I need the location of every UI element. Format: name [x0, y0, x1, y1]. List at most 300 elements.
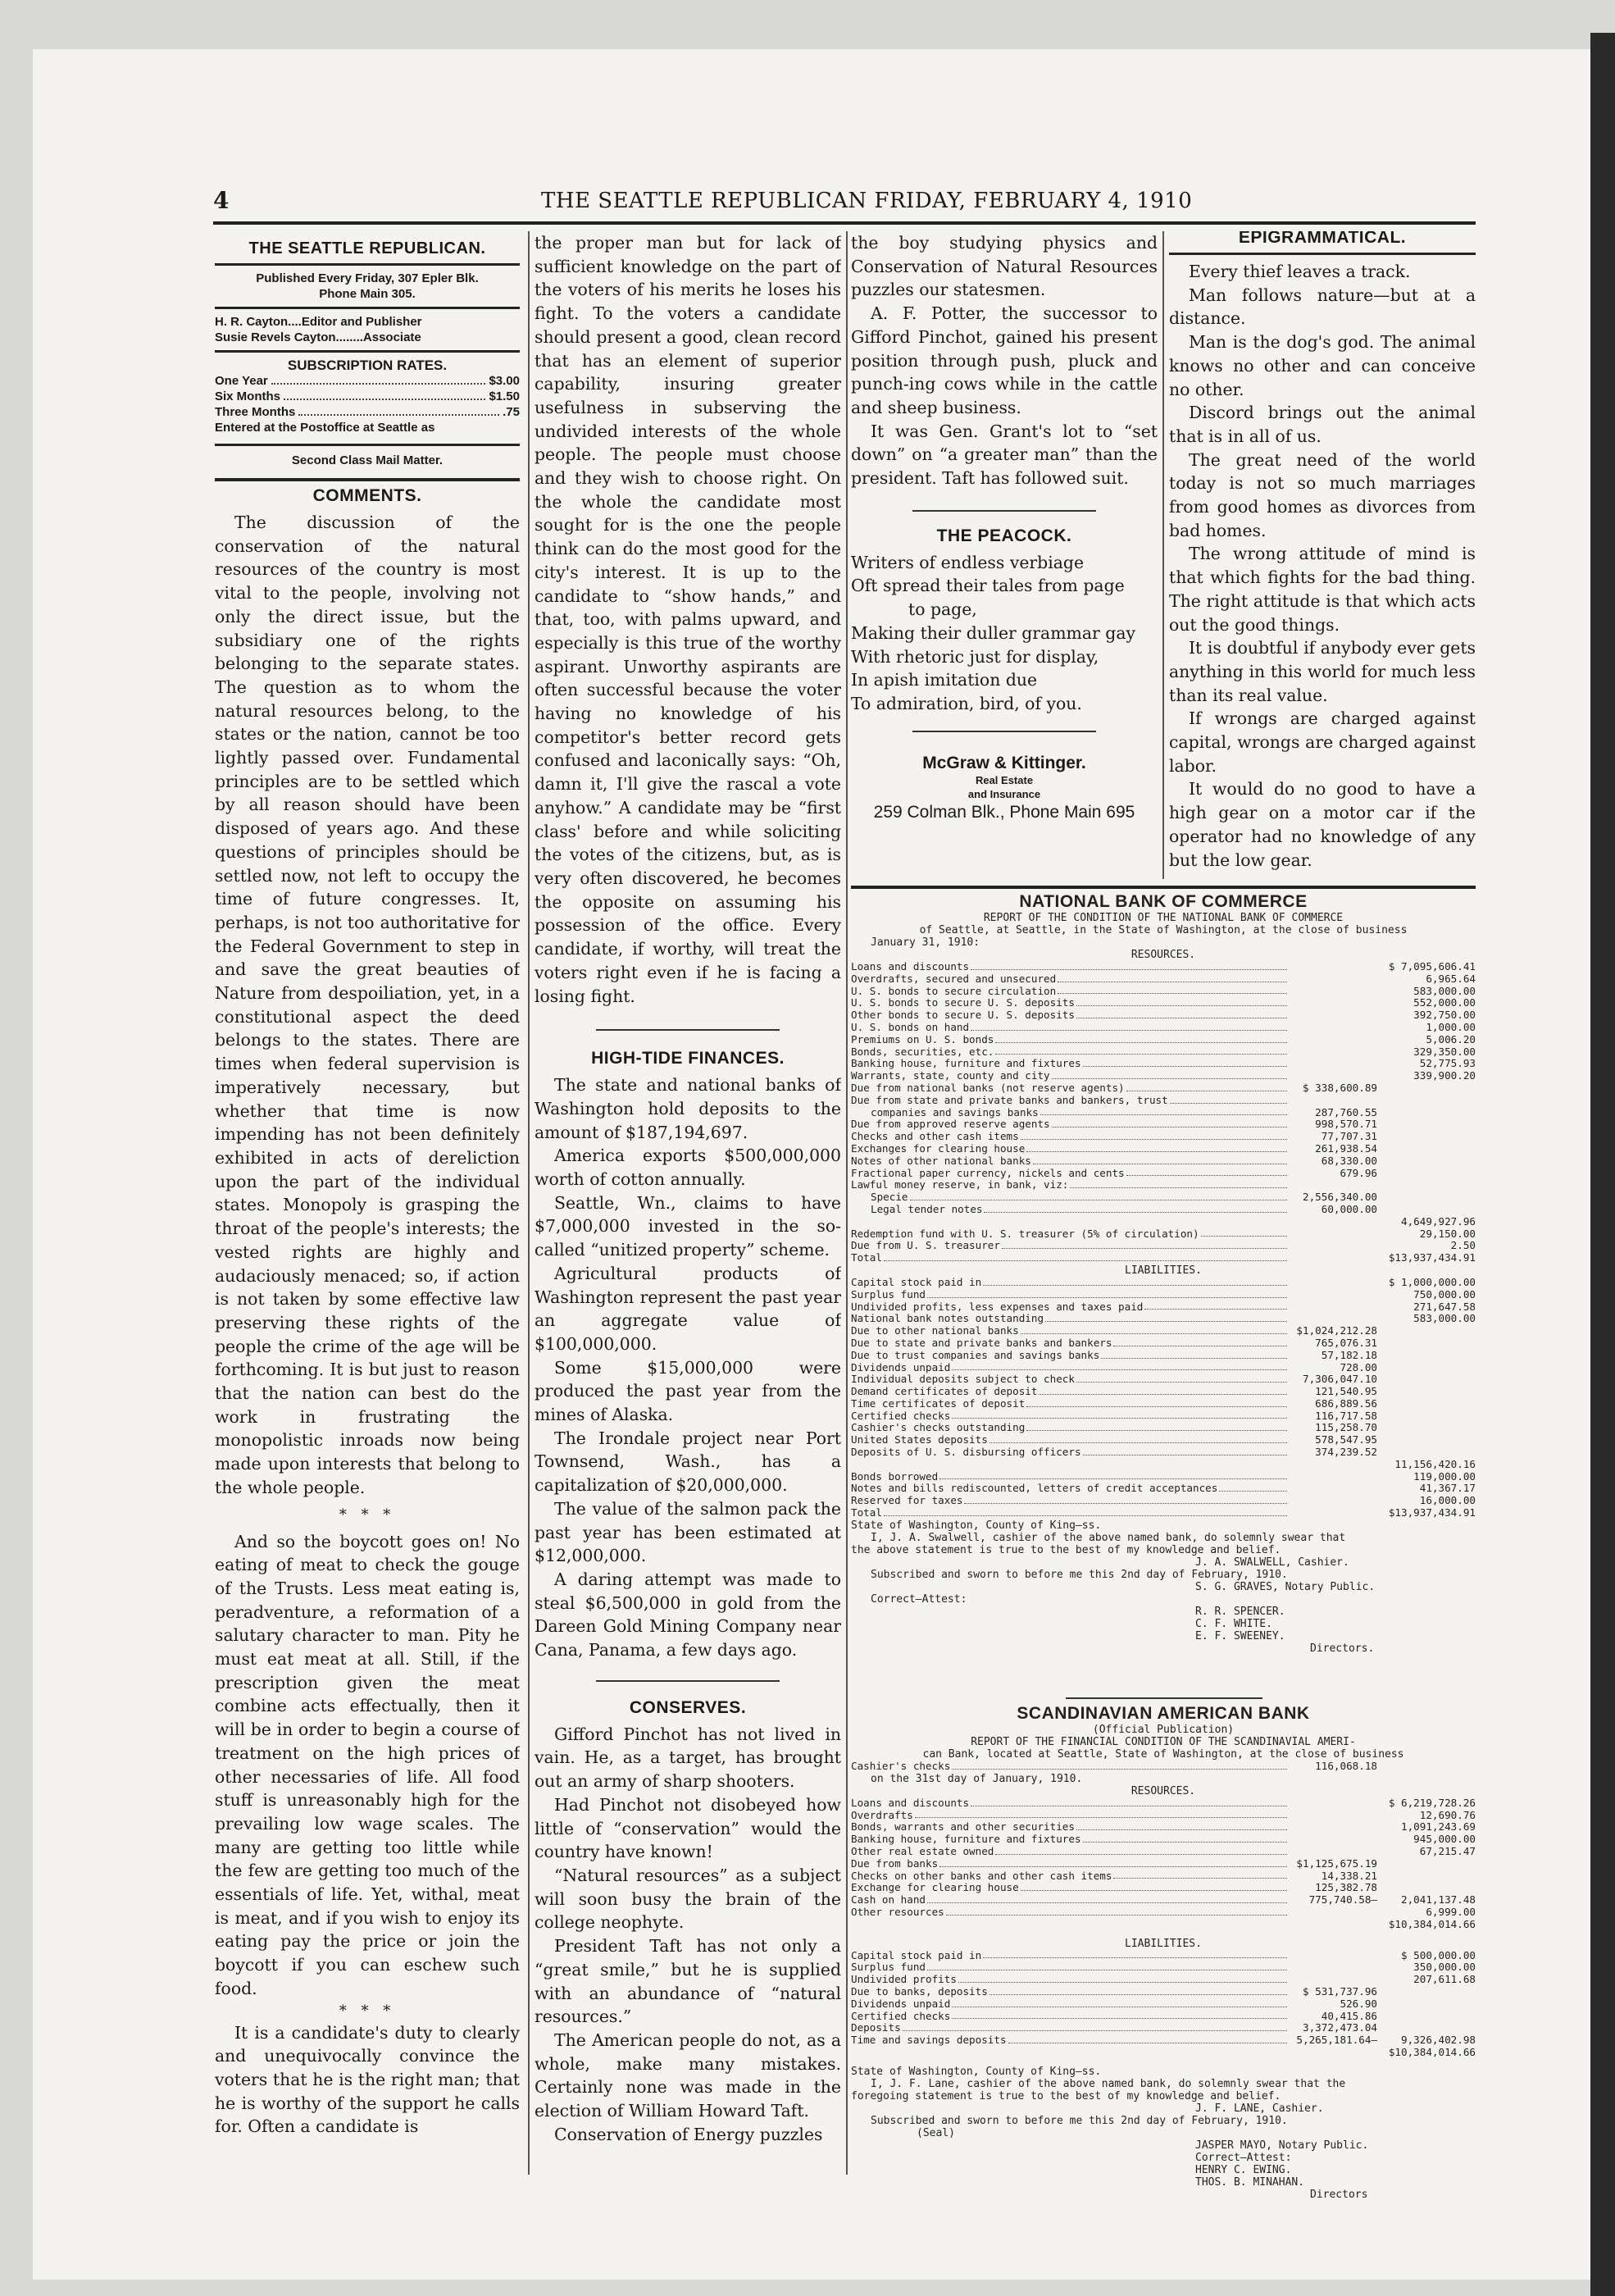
row-outer-amount — [1377, 2022, 1476, 2034]
statement-row — [851, 1070, 1476, 1082]
row-outer-amount: $ 1,000,000.00 — [1388, 1275, 1476, 1288]
row-outer-amount: 4,649,927.96 — [1401, 1214, 1476, 1228]
row-inner-amount: $1,024,212.28 — [1296, 1324, 1377, 1337]
statement-row — [851, 1289, 1476, 1301]
row-inner-amount — [1289, 1810, 1377, 1822]
statement-row — [851, 1337, 1476, 1350]
statement-row — [851, 986, 1476, 998]
row-inner-amount — [1289, 1034, 1377, 1046]
statement-row — [851, 2011, 1476, 2023]
row-label: Loans and discounts — [851, 1797, 970, 1809]
seal-label: (Seal) — [917, 2126, 955, 2139]
row-outer-amount — [1377, 1082, 1476, 1095]
row-inner-amount: 57,182.18 — [1321, 1348, 1377, 1361]
director-signature: C. F. WHITE. — [1195, 1617, 1272, 1630]
resources-table — [851, 961, 1476, 1264]
statement-row — [851, 1179, 1476, 1191]
epigram: If wrongs are charged against capital, wrongs are charged against labor. — [1169, 708, 1476, 776]
separator: * * * — [339, 1506, 396, 1524]
rule — [912, 510, 1096, 512]
conserves-item: The American people do not, as a whole, make many mistakes. Certainly none was made in the election of William Howard Taft. — [535, 2029, 841, 2121]
row-outer-amount — [1377, 1179, 1476, 1191]
comments-paragraph: The discussion of the conservation of the natural resources of the country is most vital to the people, involving not only the direct issue, but the subsidiary one of the rights belonging to the separate states. The question as to whom the natural resources belong, to the states or the nation, cannot be too lightly passed over. Fundamental principles are to be settled which by all reason should have been disposed of years ago. And these questions of principles should be settled now, not left to occupy the time of future congresses. It, perhaps, is not too authoritative for the Federal Government to step in and save the great beauties of Nature from despoiliation, yet, in a constitutional aspect the deed belongs to the states. There are times when federal supervision is imperatively necessary, but whether that time is now impending has not been definitely exhibited in acts of dereliction upon the part of the individual states. Monopoly is grasping the throat of the people's interests; the vested rights are highly and audaciously menaced; so, if action is not taken by some effective law preserving these rights of the people the crime of the age will be forthcoming. It is but just to reason that the nation can best do the work in frustrating the monopolistic inroads now being made upon interests that belong to the whole people. — [215, 512, 520, 1497]
hightide-item: Seattle, Wn., claims to have $7,000,000 invested in the so-called “unitized property” scheme. — [535, 1192, 841, 1260]
row-inner-amount: $ 338,600.89 — [1303, 1081, 1377, 1094]
article-paragraph: the proper man but for lack of sufficient knowledge on the part of the voters of his merits he loses his fight. To the voters a candidate should present a good, clean record that has an element of superior capability, insuring greater usefulness in subserving the undivided interests of the whole people. The people must choose and they wish to choose right. On the whole the candidate most sought for is the one the people think can do the most good for the city's interest. It is up to the candidate to “show hands,” and that, too, with palms upward, and especially is this true of the worthy aspirant. Unworthy aspirants are often successful because the voter having no knowledge of his competitor's better record gets confused and laconically says: “Oh, damn it, I'll give the rascal a vote anyhow.” A candidate may be “first class' before and while soliciting the votes of the citizens, but, as is very often discovered, he becomes the opposite on assuming his possession of the office. Every candidate, if worthy, will treat the voters right even if he is facing a losing fight. — [535, 233, 841, 1006]
ad-line: and Insurance — [967, 787, 1041, 800]
conserves-heading: CONSERVES. — [629, 1697, 747, 1717]
hightide-item: Some $15,000,000 were produced the past year from the mines of Alaska. — [535, 1357, 841, 1425]
row-inner-amount — [1289, 1252, 1377, 1264]
statement-row — [851, 1374, 1476, 1386]
statement-row — [851, 1870, 1476, 1883]
column-3 — [851, 231, 1158, 879]
sworn-line: Subscribed and sworn to before me this 2nd day of February, 1910. — [871, 1568, 1288, 1581]
row-label: Other resources — [851, 1906, 944, 1918]
row-inner-amount — [1289, 1974, 1377, 1986]
row-label: Bonds borrowed — [851, 1470, 939, 1483]
row-label: Bonds, warrants and other securities — [851, 1821, 1075, 1834]
row-inner-amount — [1289, 1495, 1377, 1507]
director-signature: THOS. B. MINAHAN. — [1195, 2175, 1305, 2189]
statement-row — [851, 1301, 1476, 1314]
statement-row — [851, 1204, 1476, 1216]
row-outer-amount: 6,965.64 — [1426, 972, 1476, 985]
row-inner-amount: $ 531,737.96 — [1303, 1984, 1377, 1998]
row-label: Due from U. S. treasurer — [851, 1240, 1000, 1252]
article-paragraph: A. F. Potter, the successor to Gifford Pinchot, gained his present position through push, pluck and punch-ing cows while in the cattle and sheep business. — [851, 303, 1158, 417]
rule — [596, 1029, 780, 1031]
row-inner-amount — [1289, 1834, 1377, 1846]
row-inner-amount: 2,556,340.00 — [1303, 1191, 1377, 1204]
epigram: The great need of the world today is not so much marriages from good homes as divorces from bad homes. — [1169, 449, 1476, 540]
row-inner-amount — [1289, 1289, 1377, 1301]
row-outer-amount — [1377, 1410, 1476, 1423]
row-inner-amount: 578,547.95 — [1315, 1433, 1377, 1446]
row-outer-amount: 750,000.00 — [1413, 1287, 1476, 1301]
row-outer-amount — [1377, 1998, 1476, 2011]
row-inner-amount: 125,382.78 — [1315, 1881, 1377, 1894]
statement-row — [851, 1422, 1476, 1434]
row-inner-amount — [1289, 1216, 1377, 1228]
resources-heading: RESOURCES. — [1130, 949, 1196, 961]
row-outer-amount — [1377, 1434, 1476, 1446]
statement-row — [851, 1216, 1476, 1228]
row-outer-amount: 12,690.76 — [1419, 1808, 1476, 1821]
statement-row — [851, 1277, 1476, 1289]
rule — [1066, 1697, 1262, 1699]
statement-row — [851, 2047, 1476, 2059]
statement-row — [851, 2022, 1476, 2034]
statement-row — [851, 961, 1476, 973]
row-inner-amount: $1,125,675.19 — [1296, 1856, 1377, 1870]
statement-row — [851, 1495, 1476, 1507]
report-line: of Seattle, at Seattle, in the State of Washington, at the close of business — [919, 924, 1408, 936]
statement-row — [851, 1191, 1476, 1204]
row-outer-amount — [1377, 1118, 1476, 1131]
row-outer-amount — [1377, 1337, 1476, 1350]
row-outer-amount — [1377, 1398, 1476, 1410]
row-label: Cashier's checks outstanding — [851, 1422, 1026, 1434]
row-outer-amount — [1377, 1422, 1476, 1434]
row-outer-amount — [1377, 1882, 1476, 1894]
column-divider — [846, 231, 848, 2175]
poem-line: Oft spread their tales from page — [851, 576, 1125, 596]
statement-row — [851, 1325, 1476, 1337]
staff-editor: H. R. Cayton....Editor and Publisher — [215, 315, 422, 329]
row-outer-amount: $ 7,095,606.41 — [1388, 960, 1476, 973]
statement-row — [851, 1950, 1476, 1962]
row-label: Specie — [871, 1191, 908, 1204]
sworn-line: Subscribed and sworn to before me this 2nd day of February, 1910. — [871, 2114, 1288, 2127]
report-line: on the 31st day of January, 1910. — [871, 1772, 1083, 1785]
row-label: National bank notes outstanding — [851, 1313, 1044, 1325]
row-label: Demand certificates of deposit — [851, 1386, 1038, 1398]
row-inner-amount — [1289, 1950, 1377, 1962]
conserves-item: “Natural resources” as a subject will soon busy the brain of the college neophyte. — [535, 1866, 841, 1933]
row-outer-amount: 583,000.00 — [1413, 984, 1476, 997]
row-outer-amount: 339,900.20 — [1413, 1069, 1476, 1082]
article-paragraph: the boy studying physics and Conservation of Natural Resources puzzles our statesmen. — [851, 233, 1158, 300]
hightide-heading: HIGH-TIDE FINANCES. — [591, 1049, 785, 1068]
epigram: It is doubtful if anybody ever gets anything in this world for much less than its real value. — [1169, 638, 1476, 705]
section-rule — [851, 886, 1476, 889]
row-label: Certified checks — [851, 1410, 951, 1422]
poem-line: to page, — [908, 599, 977, 620]
statement-row — [851, 1894, 1476, 1906]
statement-row — [851, 1095, 1476, 1107]
row-outer-amount: 9,326,402.98 — [1401, 2034, 1476, 2047]
statement-row — [851, 1834, 1476, 1846]
row-outer-amount: 1,091,243.69 — [1401, 1820, 1476, 1834]
column-divider — [528, 231, 530, 2175]
row-label: Loans and discounts — [851, 961, 970, 973]
masthead-box-title: THE SEATTLE REPUBLICAN. — [248, 239, 486, 257]
hightide-item: The value of the salmon pack the past year has been estimated at $12,000,000. — [535, 1498, 841, 1566]
epigram: Man follows nature—but at a distance. — [1169, 285, 1476, 329]
row-label: Exchange for clearing house — [851, 1882, 1019, 1894]
statement-row — [851, 1143, 1476, 1155]
row-label: Dividends unpaid — [851, 1998, 951, 2010]
row-inner-amount: 5,265,181.64— — [1296, 2034, 1377, 2047]
row-outer-amount: 1,000.00 — [1426, 1020, 1476, 1033]
rate-row: Three Months .75 — [215, 405, 520, 419]
row-label: Due to trust companies and savings banks — [851, 1349, 1100, 1361]
hightide-item: The state and national banks of Washington hold deposits to the amount of $187,194,697. — [535, 1075, 841, 1142]
row-inner-amount — [1289, 973, 1377, 986]
poem-line: Making their duller grammar gay — [851, 622, 1135, 643]
row-outer-amount: $ 6,219,728.26 — [1388, 1796, 1476, 1809]
row-inner-amount: 115,258.70 — [1315, 1421, 1377, 1434]
row-outer-amount: 350,000.00 — [1413, 1961, 1476, 1974]
statement-row — [851, 1882, 1476, 1894]
row-inner-amount — [1289, 997, 1377, 1009]
row-label: Legal tender notes — [871, 1203, 983, 1215]
statement-row — [851, 1058, 1476, 1070]
rule — [215, 444, 520, 446]
row-outer-amount: 119,000.00 — [1413, 1469, 1476, 1483]
row-outer-amount: 945,000.00 — [1413, 1833, 1476, 1846]
entered-notice: Entered at the Postoffice at Seattle as — [215, 421, 435, 435]
row-inner-amount — [1289, 1095, 1377, 1107]
rule — [912, 731, 1096, 732]
row-label: Checks and other cash items — [851, 1131, 1019, 1143]
row-inner-amount: 116,717.58 — [1315, 1409, 1377, 1422]
row-inner-amount — [1289, 1179, 1377, 1191]
row-outer-amount: 207,611.68 — [1413, 1973, 1476, 1986]
statement-row — [851, 1398, 1476, 1410]
row-label: Due to other national banks — [851, 1325, 1019, 1337]
epigram: Discord brings out the animal that is in all of us. — [1169, 403, 1476, 446]
official-publication: (Official Publication) — [1092, 1724, 1235, 1736]
bank-statement-scandinavian-american-bank — [851, 1704, 1476, 2212]
report-line: REPORT OF THE FINANCIAL CONDITION OF THE SCANDINAVIAL AMERI- — [971, 1736, 1356, 1748]
row-outer-amount — [1377, 1168, 1476, 1180]
ad-name: McGraw & Kittinger. — [922, 753, 1086, 772]
statement-row — [851, 1240, 1476, 1252]
staff-associate: Susie Revels Cayton........Associate — [215, 330, 421, 344]
oath-line: foregoing statement is true to the best of my knowledge and belief. — [851, 2089, 1281, 2102]
statement-row — [851, 1998, 1476, 2011]
directors-label: Directors. — [1310, 1642, 1375, 1655]
row-label: U. S. bonds to secure circulation — [851, 985, 1057, 997]
statement-row — [851, 1434, 1476, 1446]
row-label: Time certificates of deposit — [851, 1397, 1026, 1410]
row-label: companies and savings banks — [871, 1106, 1039, 1118]
row-outer-amount — [1377, 1386, 1476, 1398]
statement-row — [851, 1974, 1476, 1986]
row-outer-amount: 271,647.58 — [1413, 1300, 1476, 1313]
row-outer-amount: $ 500,000.00 — [1401, 1948, 1476, 1961]
statement-row — [851, 1034, 1476, 1046]
row-label: Time and savings deposits — [851, 2034, 1007, 2047]
row-label: Premiums on U. S. bonds — [851, 1033, 994, 1046]
row-label: Overdrafts, secured and unsecured — [851, 973, 1057, 985]
row-outer-amount — [1377, 1095, 1476, 1107]
row-inner-amount — [1289, 986, 1377, 998]
hightide-item: America exports $500,000,000 worth of cotton annually. — [535, 1146, 841, 1190]
statement-row — [851, 1386, 1476, 1398]
director-signature: R. R. SPENCER. — [1195, 1605, 1285, 1618]
row-outer-amount — [1377, 1870, 1476, 1883]
row-inner-amount: 728.00 — [1340, 1360, 1377, 1374]
statement-row — [851, 997, 1476, 1009]
row-label: Surplus fund — [851, 1288, 926, 1301]
report-line: REPORT OF THE CONDITION OF THE NATIONAL BANK OF COMMERCE — [983, 912, 1344, 924]
row-label: Cash on hand — [851, 1894, 926, 1906]
liabilities-heading: LIABILITIES. — [1125, 1264, 1202, 1277]
row-outer-amount: $10,384,014.66 — [1388, 2045, 1476, 2058]
row-label: Banking house, furniture and fixtures — [851, 1058, 1081, 1070]
poem-line: In apish imitation due — [851, 670, 1038, 690]
row-inner-amount: 261,938.54 — [1315, 1141, 1377, 1155]
statement-row — [851, 1155, 1476, 1168]
ad-line: Real Estate — [975, 773, 1034, 786]
row-inner-amount — [1289, 1821, 1377, 1834]
row-inner-amount — [1289, 1483, 1377, 1495]
attest-line: Correct—Attest: — [1195, 2151, 1292, 2164]
directors-label: Directors — [1310, 2188, 1368, 2201]
row-label: Surplus fund — [851, 1961, 926, 1974]
row-inner-amount: 40,415.86 — [1321, 2009, 1377, 2022]
row-inner-amount: 14,338.21 — [1321, 1869, 1377, 1882]
statement-row — [851, 1846, 1476, 1858]
row-inner-amount: 374,239.52 — [1315, 1446, 1377, 1459]
row-outer-amount — [1377, 1204, 1476, 1216]
column-divider — [1162, 231, 1164, 879]
row-label: Checks on other banks and other cash items — [851, 1870, 1112, 1882]
rule — [215, 350, 520, 353]
row-inner-amount — [1289, 1070, 1377, 1082]
row-outer-amount: 583,000.00 — [1413, 1312, 1476, 1325]
row-outer-amount: 11,156,420.16 — [1394, 1457, 1476, 1470]
state-line: State of Washington, County of King—ss. — [851, 2065, 1102, 2078]
row-inner-amount — [1289, 1797, 1377, 1810]
row-label: Undivided profits — [851, 1974, 957, 1986]
column-1 — [215, 231, 520, 2175]
row-label: Reserved for taxes — [851, 1495, 963, 1507]
row-inner-amount: 7,306,047.10 — [1303, 1373, 1377, 1386]
row-inner-amount — [1289, 1313, 1377, 1325]
row-outer-amount — [1377, 1986, 1476, 1998]
row-outer-amount: $13,937,434.91 — [1388, 1506, 1476, 1519]
statement-row — [851, 1082, 1476, 1095]
director-signature: HENRY C. EWING. — [1195, 2163, 1292, 2176]
statement-row — [851, 1986, 1476, 1998]
rule — [215, 307, 520, 309]
statement-row — [851, 1858, 1476, 1870]
bank-title: NATIONAL BANK OF COMMERCE — [1019, 892, 1308, 911]
row-outer-amount: 41,367.17 — [1419, 1482, 1476, 1495]
separator: * * * — [339, 2002, 396, 2020]
statement-row — [851, 1906, 1476, 1919]
column-4 — [1169, 231, 1476, 879]
statement-row — [851, 1507, 1476, 1519]
epigram: It would do no good to have a high gear on a motor car if the operator had no knowledge of any but the low gear. — [1169, 779, 1476, 870]
row-inner-amount: 765,076.31 — [1315, 1336, 1377, 1349]
row-label: Exchanges for clearing house — [851, 1142, 1026, 1155]
page-number: 4 — [213, 187, 230, 214]
bank-title: SCANDINAVIAN AMERICAN BANK — [1017, 1704, 1310, 1723]
row-outer-amount — [1377, 1446, 1476, 1459]
rule — [596, 1680, 780, 1682]
row-inner-amount: 775,740.58— — [1308, 1893, 1377, 1906]
row-label: Dividends unpaid — [851, 1361, 951, 1374]
statement-row — [851, 1961, 1476, 1974]
statement-row: Cashier's checks 116,068.18 — [851, 1760, 1377, 1772]
rates-list — [215, 373, 520, 420]
row-label: Other bonds to secure U. S. deposits — [851, 1009, 1075, 1022]
row-label: U. S. bonds to secure U. S. deposits — [851, 997, 1075, 1009]
row-inner-amount: 121,540.95 — [1315, 1385, 1377, 1398]
row-outer-amount: 6,999.00 — [1426, 1905, 1476, 1918]
row-outer-amount — [1377, 2011, 1476, 2023]
statement-row — [851, 1228, 1476, 1241]
row-inner-amount — [1289, 961, 1377, 973]
row-inner-amount: 686,889.56 — [1315, 1396, 1377, 1410]
row-outer-amount — [1377, 1143, 1476, 1155]
row-label: Other real estate owned — [851, 1845, 994, 1857]
conserves-item: President Taft has not only a “great smile,” but he is supplied with an abundance of “natural resources.” — [535, 1936, 841, 2027]
row-label: Undivided profits, less expenses and taxes paid — [851, 1301, 1144, 1313]
row-outer-amount — [1377, 1374, 1476, 1386]
row-outer-amount: 5,006.20 — [1426, 1032, 1476, 1046]
attest-line: Correct—Attest: — [871, 1592, 967, 1606]
row-outer-amount: 67,215.47 — [1419, 1844, 1476, 1857]
row-inner-amount — [1289, 1507, 1377, 1519]
row-inner-amount — [1289, 1961, 1377, 1974]
row-inner-amount: 287,760.55 — [1315, 1105, 1377, 1118]
epigram: Every thief leaves a track. — [1189, 262, 1411, 281]
row-inner-amount: 526.90 — [1340, 1997, 1377, 2010]
row-inner-amount — [1289, 1301, 1377, 1314]
liabilities-table — [851, 1277, 1476, 1519]
statement-row — [851, 1810, 1476, 1822]
conserves-item: Conservation of Energy puzzles — [554, 2124, 823, 2144]
notary-signature: S. G. GRAVES, Notary Public. — [1195, 1580, 1376, 1593]
scan-edge-strip — [1590, 33, 1615, 2296]
row-label: United States deposits — [851, 1434, 988, 1446]
row-inner-amount: 60,000.00 — [1321, 1202, 1377, 1215]
row-inner-amount — [1289, 1240, 1377, 1252]
row-outer-amount — [1377, 1362, 1476, 1374]
oath-line: I, J. F. Lane, cashier of the above named bank, do solemnly swear that the — [871, 2077, 1346, 2090]
hightide-item: The Irondale project near Port Townsend, Wash., has a capitalization of $20,000,000. — [535, 1428, 841, 1496]
state-line: State of Washington, County of King—ss. — [851, 1519, 1102, 1532]
statement-row — [851, 1350, 1476, 1362]
conserves-item: Had Pinchot not disobeyed how little of “conservation” would the country have known! — [535, 1794, 841, 1862]
liabilities-heading: LIABILITIES. — [1125, 1937, 1202, 1950]
statement-row — [851, 1022, 1476, 1034]
header-rule — [213, 221, 1476, 225]
row-label: Deposits — [851, 2022, 901, 2034]
row-label: Due from banks — [851, 1857, 939, 1870]
epigrammatical-heading: EPIGRAMMATICAL. — [1238, 231, 1407, 247]
notary-signature: JASPER MAYO, Notary Public. — [1195, 2139, 1369, 2152]
poem-line: To admiration, bird, of you. — [851, 693, 1082, 713]
row-outer-amount: 552,000.00 — [1413, 996, 1476, 1009]
row-label: Banking house, furniture and fixtures — [851, 1834, 1081, 1846]
peacock-heading: THE PEACOCK. — [936, 526, 1072, 545]
row-label: Notes of other national banks — [851, 1155, 1031, 1167]
row-outer-amount — [1377, 1325, 1476, 1337]
report-line: can Bank, located at Seattle, State of Washington, at the close of business — [922, 1748, 1404, 1761]
column-2 — [535, 231, 841, 2175]
director-signature: E. F. SWEENEY. — [1195, 1629, 1285, 1642]
statement-row — [851, 1471, 1476, 1483]
page-header — [213, 187, 1476, 220]
row-label: Due from national banks (not reserve agents) — [851, 1082, 1125, 1094]
bank-statement-national-bank-of-commerce — [851, 892, 1476, 1692]
statement-row — [851, 1168, 1476, 1180]
hightide-item: Agricultural products of Washington represent the past year an aggregate value of $100,000,000. — [535, 1263, 841, 1354]
row-label: Redemption fund with U. S. treasurer (5% of circulation) — [851, 1228, 1199, 1240]
row-label: Fractional paper currency, nickels and cents — [851, 1167, 1125, 1179]
comments-heading: COMMENTS. — [312, 486, 422, 505]
rule — [1169, 253, 1476, 255]
row-label: Warrants, state, county and city — [851, 1070, 1050, 1082]
row-label: Capital stock paid in — [851, 1949, 982, 1961]
statement-row — [851, 2034, 1476, 2047]
statement-row — [851, 1118, 1476, 1131]
row-inner-amount — [1289, 1846, 1377, 1858]
row-label: Bonds, securities, etc. — [851, 1046, 994, 1058]
poem-line: Writers of endless verbiage — [851, 552, 1085, 572]
row-outer-amount: 52,775.93 — [1419, 1057, 1476, 1070]
cashier-signature: J. A. SWALWELL, Cashier. — [1195, 1556, 1349, 1569]
statement-row — [851, 1252, 1476, 1264]
statement-row — [851, 1107, 1476, 1119]
